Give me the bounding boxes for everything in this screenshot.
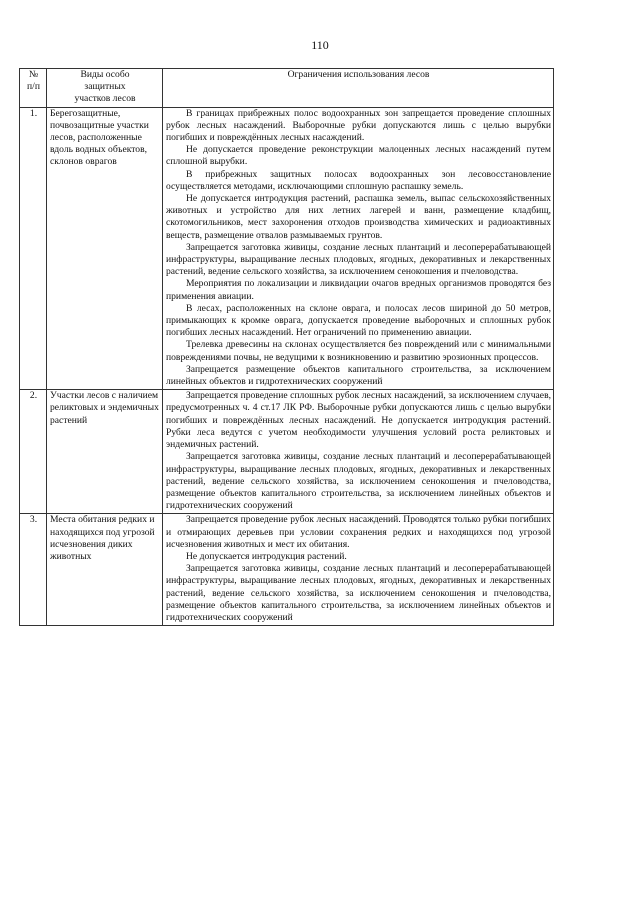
table-header-row: [20, 69, 554, 108]
restriction-paragraph: Не допускается проведение реконструкции малоценных лесных насаждений путем сплошной вырубки.: [166, 144, 551, 168]
restriction-paragraph: Мероприятия по локализации и ликвидации очагов вредных организмов проводятся без применения авиации.: [166, 278, 551, 302]
restriction-paragraph: Запрещается проведение сплошных рубок лесных насаждений, за исключением случаев, предусмотренных ч. 4 ст.17 ЛК РФ. Выборочные рубки допускаются лишь с целью вырубки погибших и повреждённых лесных насаждений. Не допускается интродукция растений. Рубки леса ведутся с учетом необходимости улучшения условий роста реликтовых и эндемичных растений.: [166, 390, 551, 451]
restriction-paragraph: Запрещается заготовка живицы, создание лесных плантаций и лесоперерабатывающей инфраструктуры, выращивание лесных плодовых, ягодных, декоративных и лекарственных растений, ведение сельского хозяйства, за исключением сенокошения и пчеловодства.: [166, 241, 551, 278]
table-row: [20, 514, 554, 626]
row-restrictions: [163, 514, 554, 626]
row-restrictions: [163, 107, 554, 390]
row-number: 1.: [20, 107, 47, 390]
row-number: 2.: [20, 390, 47, 514]
restriction-paragraph: Запрещается проведение рубок лесных насаждений. Проводятся только рубки погибших и отмирающих деревьев при условии сохранения редких и находящихся под угрозой исчезновения животных и мест их обитания.: [166, 514, 551, 550]
header-num-line: №: [28, 69, 39, 80]
row-forest-type: Берегозащитные, почвозащитные участки лесов, расположенные вдоль водных объектов, склонов оврагов: [47, 107, 163, 390]
header-type-line: защитных: [84, 81, 126, 93]
row-number: 3.: [20, 514, 47, 626]
row-forest-type: Участки лесов с наличием реликтовых и эндемичных растений: [47, 390, 163, 514]
restriction-paragraph: В границах прибрежных полос водоохранных зон запрещается проведение сплошных рубок лесных насаждений. Выборочные рубки допускаются лишь с целью вырубки погибших и повреждённых лесных насаждений.: [166, 107, 551, 144]
table-row: [20, 390, 554, 514]
table-row: [20, 107, 554, 390]
forest-restrictions-table: [19, 68, 554, 626]
restriction-paragraph: Запрещается заготовка живицы, создание лесных плантаций и лесоперерабатывающей инфраструктуры, выращивание лесных плодовых, ягодных, декоративных и лекарственных растений, ведение сельского хозяйства, за исключением сенокошения и пчеловодства, размещение объектов капитального строительства, за исключением линейных объектов и гидротехнических сооружений: [166, 563, 551, 623]
header-type-line: Виды особо: [80, 69, 130, 80]
restriction-paragraph: Запрещается заготовка живицы, создание лесных плантаций и лесоперерабатывающей инфраструктуры, выращивание лесных плодовых, ягодных, декоративных и лекарственных растений, ведение сельского хозяйства, за исключением сенокошения и пчеловодства, размещение объектов капитального строительства, за исключением линейных объектов и гидротехнических сооружений: [166, 451, 551, 512]
restriction-paragraph: В лесах, расположенных на склоне оврага, и полосах лесов шириной до 50 метров, примыкающих к кромке оврага, допускается проведение выборочных и сплошных рубок погибших лесных насаждений. Нет ограничений по применению авиации.: [166, 302, 551, 339]
header-restrictions: Ограничения использования лесов: [163, 69, 554, 108]
row-restrictions: [163, 390, 554, 514]
restriction-paragraph: Не допускается интродукция растений, распашка земель, выпас сельскохозяйственных животных и устройство для них летних лагерей и ванн, размещение кладбищ, скотомогильников, мест захоронения отходов производства химических и радиоактивных веществ, размещение отвалов размываемых грунтов.: [166, 193, 551, 241]
row-forest-type: Места обитания редких и находящихся под угрозой исчезновения диких животных: [47, 514, 163, 626]
header-num-line: п/п: [27, 81, 40, 93]
header-type-line: участков лесов: [74, 93, 136, 105]
restriction-paragraph: Трелевка древесины на склонах осуществляется без повреждений или с минимальными повреждениями почвы, не ведущими к возникновению и развитию эрозионных процессов.: [166, 339, 551, 363]
header-num: [20, 69, 47, 108]
restriction-paragraph: Не допускается интродукция растений.: [186, 550, 347, 562]
restriction-paragraph: В прибрежных защитных полосах водоохранных зон лесовосстановление осуществляется методами, исключающими сплошную распашку земель.: [166, 168, 551, 192]
restriction-paragraph: Запрещается размещение объектов капитального строительства, за исключением линейных объектов и гидротехнических сооружений: [166, 363, 551, 388]
header-type: [47, 69, 163, 108]
page-number: 110: [311, 38, 329, 52]
